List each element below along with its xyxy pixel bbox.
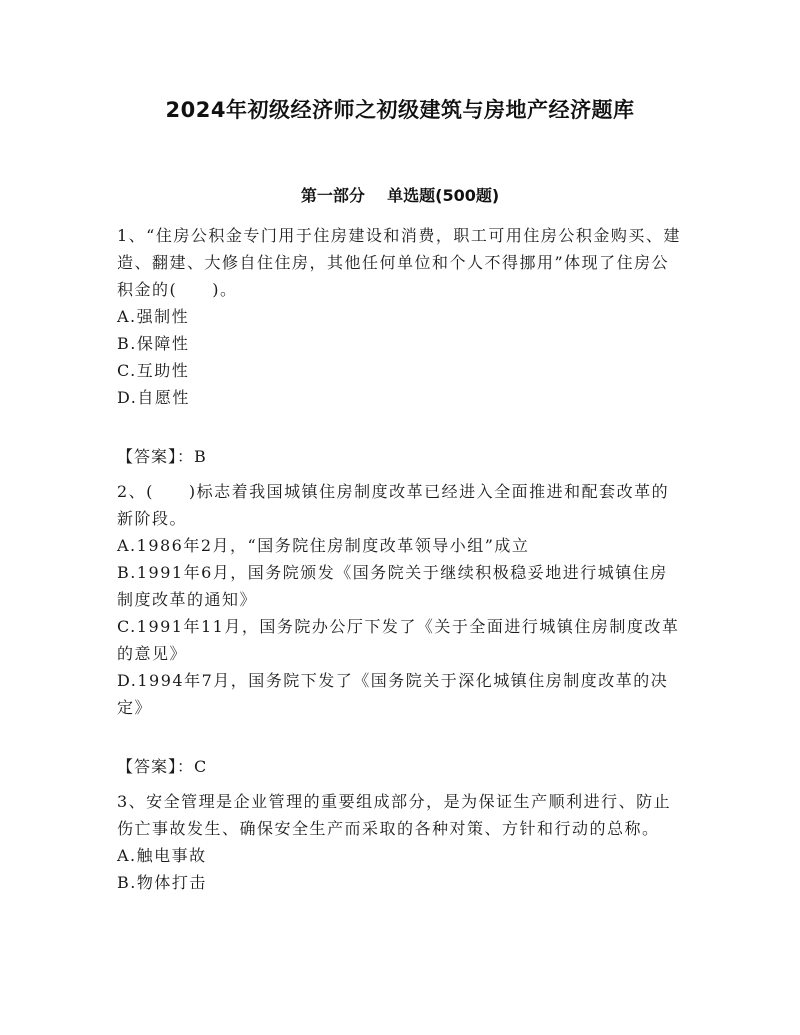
option-list	[117, 532, 683, 721]
document-title: 2024年初级经济师之初级建筑与房地产经济题库	[165, 98, 635, 122]
section-heading: 第一部分 单选题(500题)	[300, 186, 500, 205]
answer-line: 【答案】：C	[117, 757, 208, 776]
option-list	[117, 842, 683, 896]
question-item	[117, 478, 683, 780]
question-stem: 3、安全管理是企业管理的重要组成部分，是为保证生产顺利进行、防止伤亡事故发生、确保安全生产而采取的各种对策、方针和行动的总称。	[117, 792, 672, 838]
option-c: C.1991年11月，国务院办公厅下发了《关于全面进行城镇住房制度改革的意见》	[117, 617, 680, 663]
question-list	[117, 222, 683, 896]
option-a: A.1986年2月，“国务院住房制度改革领导小组”成立	[117, 536, 530, 555]
option-b: B.1991年6月，国务院颁发《国务院关于继续积极稳妥地进行城镇住房制度改革的通知》	[117, 563, 668, 609]
question-item	[117, 788, 683, 896]
option-list	[117, 303, 683, 411]
question-stem: 2、( )标志着我国城镇住房制度改革已经进入全面推进和配套改革的新阶段。	[117, 482, 670, 528]
option-a: A.触电事故	[117, 846, 207, 865]
option-b: B.保障性	[117, 334, 190, 353]
question-stem: 1、“住房公积金专门用于住房建设和消费，职工可用住房公积金购买、建造、翻建、大修自住住房，其他任何单位和个人不得挪用”体现了住房公积金的( )。	[117, 226, 681, 299]
option-a: A.强制性	[117, 307, 190, 326]
option-b: B.物体打击	[117, 873, 207, 892]
question-item	[117, 222, 683, 470]
answer-line: 【答案】：B	[117, 447, 207, 466]
option-d: D.1994年7月，国务院下发了《国务院关于深化城镇住房制度改革的决定》	[117, 671, 669, 717]
option-c: C.互助性	[117, 361, 190, 380]
option-d: D.自愿性	[117, 388, 190, 407]
